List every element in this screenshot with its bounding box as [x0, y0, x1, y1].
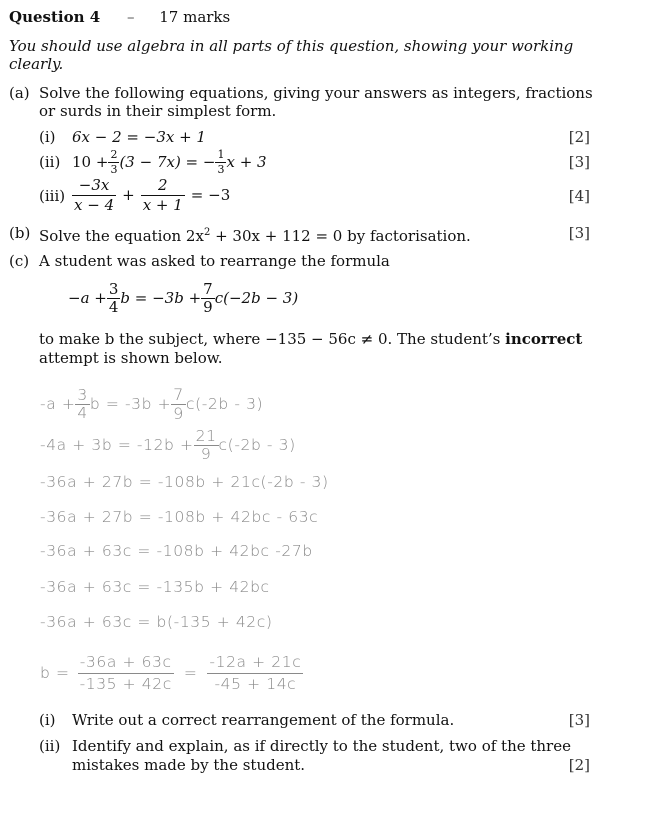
fraction-seven-ninths: $\frac{7}{9}$	[203, 279, 213, 316]
part-a-ii-equation: 10 + $\frac{2}{3}$ (3 − 7x) = − $\frac{1}{3}$ x + 3	[72, 147, 267, 176]
question-header	[9, 8, 230, 26]
part-a-ii-label: (ii)	[39, 153, 61, 171]
part-c-formula: −a + $\frac{3}{4}$ b = −3b + $\frac{7}{9}$ c(−2b − 3)	[68, 279, 299, 316]
part-a-label: (a)	[9, 84, 30, 102]
working-fraction-7-9: $\frac{7}{9}$	[173, 384, 184, 423]
part-c-i-text: Write out a correct rearrangement of the formula.	[72, 711, 455, 729]
working-line-5: -36a + 63c = -108b + 42bc -27b	[40, 542, 313, 560]
question-number: Question 4	[9, 8, 101, 26]
part-c-after-line-2: attempt is shown below.	[39, 349, 223, 367]
part-a-iii-marks: [4]	[568, 187, 590, 205]
question-marks: 17 marks	[159, 8, 231, 26]
instruction-line-2: clearly.	[9, 55, 64, 73]
fraction-minus-3x-over-x-minus-4: $\frac{-3x}{x - 4}$	[74, 175, 115, 214]
part-b-label: (b)	[9, 224, 31, 242]
fraction-three-quarters: $\frac{3}{4}$	[108, 279, 119, 316]
working-line-3: -36a + 27b = -108b + 21c(-2b - 3)	[40, 473, 329, 491]
part-a-i-equation: 6x − 2 = −3x + 1	[72, 128, 206, 146]
part-b-text: Solve the equation $2x^2 + 30x + 112 = 0$ by factorisation.	[39, 227, 471, 245]
working-line-2: -4a + 3b = -12b + $\frac{21}{9}$ c(-2b - 3)	[40, 426, 296, 463]
part-c-i-label: (i)	[39, 711, 56, 729]
working-line-7: -36a + 63c = b(-135 + 42c)	[40, 613, 273, 631]
part-c-label: (c)	[9, 252, 30, 270]
part-c-ii-text-line-2: mistakes made by the student.	[72, 756, 306, 774]
working-fraction-3-4: $\frac{3}{4}$	[77, 385, 88, 422]
part-a-iii-equation: $\frac{-3x}{x - 4}$ + $\frac{2}{x + 1}$ = −3	[74, 175, 231, 214]
fraction-two-thirds: $\frac{2}{3}$	[110, 147, 118, 176]
header-dash: –	[126, 8, 135, 26]
working-fraction-final-1: $\frac{-36a + 63c}{-135 + 42c}$	[79, 652, 172, 693]
working-line-1: -a + $\frac{3}{4}$ b = -3b + $\frac{7}{9}$ c(-2b - 3)	[40, 384, 264, 423]
part-c-ii-marks: [2]	[568, 756, 590, 774]
part-c-intro: A student was asked to rearrange the formula	[39, 252, 390, 270]
part-a-i-label: (i)	[39, 128, 56, 146]
part-a-ii-marks: [3]	[568, 153, 590, 171]
part-c-ii-text-line-1: Identify and explain, as if directly to the student, two of the three	[72, 737, 571, 755]
part-c-i-marks: [3]	[568, 711, 590, 729]
part-a-iii-label: (iii)	[39, 187, 66, 205]
part-c-after-line-1: to make b the subject, where −135 − 56c ≠ 0. The student’s incorrect	[39, 330, 583, 348]
working-fraction-21-9: $\frac{21}{9}$	[195, 426, 217, 463]
working-line-6: -36a + 63c = -135b + 42bc	[40, 578, 270, 596]
fraction-2-over-x-plus-1: $\frac{2}{x + 1}$	[142, 175, 183, 214]
part-c-ii-label: (ii)	[39, 737, 61, 755]
fraction-one-third: $\frac{1}{3}$	[217, 147, 225, 176]
instruction-line-1: You should use algebra in all parts of this question, showing your working	[9, 37, 574, 55]
part-a-text-line-2: or surds in their simplest form.	[39, 102, 277, 120]
working-fraction-final-2: $\frac{-12a + 21c}{-45 + 14c}$	[209, 652, 302, 693]
part-b-marks: [3]	[568, 224, 590, 242]
working-line-8: b = $\frac{-36a + 63c}{-135 + 42c}$ = $\frac{-12a + 21c}{-45 + 14c}$	[40, 652, 302, 693]
part-a-text-line-1: Solve the following equations, giving your answers as integers, fractions	[39, 84, 593, 102]
working-line-4: -36a + 27b = -108b + 42bc - 63c	[40, 508, 319, 526]
part-a-i-marks: [2]	[568, 128, 590, 146]
